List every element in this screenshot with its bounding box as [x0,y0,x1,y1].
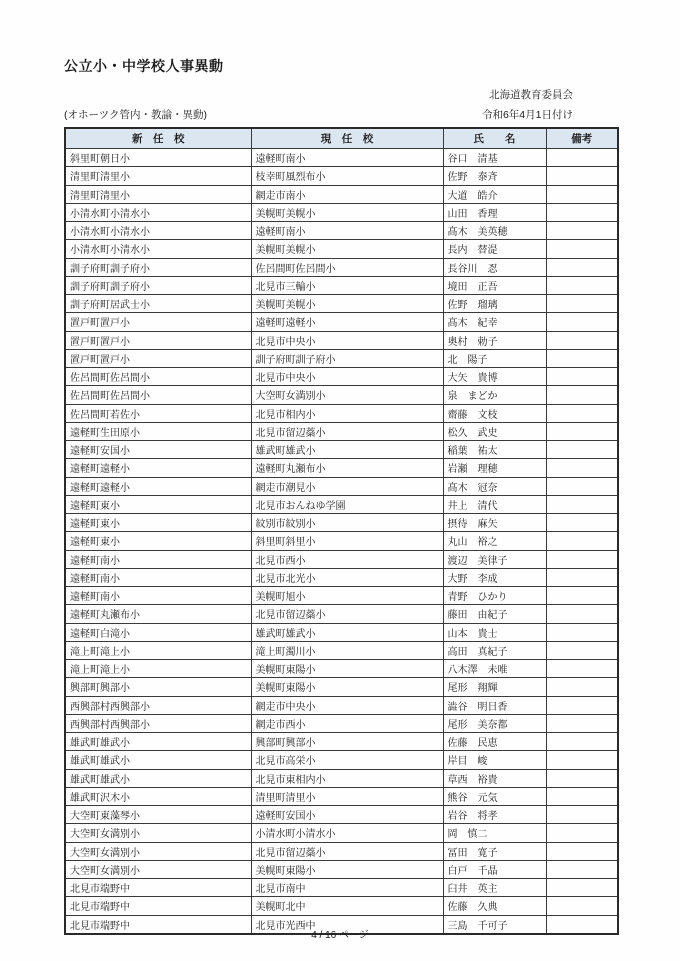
cell-name: 尾形 翔輝 [443,678,546,696]
cell-new-school: 雄武町雄武小 [65,751,251,769]
cell-current-school: 美幌町旭小 [251,587,443,605]
cell-new-school: 遠軽町東小 [65,514,251,532]
cell-name: 長谷川 忍 [443,258,546,276]
table-row [65,842,618,860]
cell-new-school: 訓子府町訓子府小 [65,258,251,276]
cell-new-school: 雄武町雄武小 [65,769,251,787]
cell-name: 大野 李成 [443,568,546,586]
cell-new-school: 遠軽町白滝小 [65,623,251,641]
cell-name: 佐野 瑠璃 [443,295,546,313]
cell-new-school: 遠軽町遠軽小 [65,459,251,477]
cell-remarks [546,641,618,659]
cell-current-school: 北見市三輪小 [251,276,443,294]
table-row [65,897,618,915]
table-row [65,879,618,897]
document-header [64,56,617,122]
cell-remarks [546,787,618,805]
header-cell-remarks: 備考 [546,128,618,149]
cell-remarks [546,203,618,221]
cell-remarks [546,714,618,732]
cell-current-school: 北見市東相内小 [251,769,443,787]
cell-new-school: 遠軽町南小 [65,550,251,568]
cell-remarks [546,824,618,842]
cell-name: 冨田 寛子 [443,842,546,860]
cell-name: 山本 貴士 [443,623,546,641]
cell-current-school: 佐呂間町佐呂間小 [251,258,443,276]
cell-remarks [546,897,618,915]
cell-name: 髙木 紀幸 [443,313,546,331]
table-row [65,733,618,751]
cell-current-school: 北見市留辺蘂小 [251,605,443,623]
cell-new-school: 興部町興部小 [65,678,251,696]
cell-current-school: 大空町女満別小 [251,386,443,404]
cell-name: 大矢 貴博 [443,368,546,386]
cell-current-school: 美幌町美幌小 [251,203,443,221]
cell-remarks [546,167,618,185]
personnel-table [64,127,619,935]
cell-current-school: 北見市南中 [251,879,443,897]
cell-new-school: 滝上町滝上小 [65,660,251,678]
cell-name: 八木澤 未唯 [443,660,546,678]
cell-name: 長内 替湜 [443,240,546,258]
cell-current-school: 美幌町東陽小 [251,660,443,678]
cell-name: 岩瀬 理穂 [443,459,546,477]
cell-new-school: 大空町女満別小 [65,824,251,842]
table-row [65,495,618,513]
table-row [65,568,618,586]
cell-new-school: 北見市端野中 [65,915,251,934]
cell-current-school: 遠軽町南小 [251,149,443,167]
cell-new-school: 置戸町置戸小 [65,313,251,331]
cell-new-school: 大空町東藻琴小 [65,806,251,824]
table-row [65,550,618,568]
cell-name: 髙木 美英穂 [443,222,546,240]
cell-remarks [546,514,618,532]
cell-current-school: 枝幸町風烈布小 [251,167,443,185]
cell-name: 髙木 冠奈 [443,477,546,495]
cell-remarks [546,842,618,860]
table-row [65,605,618,623]
cell-remarks [546,623,618,641]
cell-remarks [546,587,618,605]
cell-remarks [546,879,618,897]
table-row [65,222,618,240]
cell-new-school: 西興部村西興部小 [65,696,251,714]
cell-new-school: 大空町女満別小 [65,842,251,860]
cell-new-school: 遠軽町生田原小 [65,422,251,440]
cell-name: 岩谷 将孝 [443,806,546,824]
cell-remarks [546,149,618,167]
page-footer: 4 / 16 ページ [311,930,369,941]
cell-new-school: 大空町女満別小 [65,860,251,878]
cell-remarks [546,751,618,769]
cell-new-school: 清里町清里小 [65,185,251,203]
cell-new-school: 小清水町小清水小 [65,222,251,240]
cell-remarks [546,769,618,787]
cell-new-school: 遠軽町南小 [65,568,251,586]
header-cell-name: 氏 名 [443,128,546,149]
cell-current-school: 網走市南小 [251,185,443,203]
cell-name: 境田 正吾 [443,276,546,294]
cell-current-school: 網走市潮見小 [251,477,443,495]
cell-remarks [546,386,618,404]
cell-current-school: 北見市中央小 [251,368,443,386]
cell-remarks [546,477,618,495]
cell-name: 岡 慎二 [443,824,546,842]
header-cell-current-school: 現 任 校 [251,128,443,149]
cell-name: 藤田 由紀子 [443,605,546,623]
cell-new-school: 置戸町置戸小 [65,349,251,367]
cell-name: 山田 香理 [443,203,546,221]
table-row [65,441,618,459]
cell-current-school: 興部町興部小 [251,733,443,751]
cell-current-school: 美幌町美幌小 [251,240,443,258]
table-row [65,295,618,313]
cell-current-school: 北見市中央小 [251,331,443,349]
table-row [65,660,618,678]
cell-name: 三島 千可子 [443,915,546,934]
cell-name: 奥村 勅子 [443,331,546,349]
table-row [65,641,618,659]
cell-name: 熊谷 元気 [443,787,546,805]
table-row [65,422,618,440]
cell-name: 泉 まどか [443,386,546,404]
cell-new-school: 西興部村西興部小 [65,714,251,732]
table-row [65,386,618,404]
cell-remarks [546,660,618,678]
cell-remarks [546,258,618,276]
cell-current-school: 訓子府町訓子府小 [251,349,443,367]
cell-name: 高田 真紀子 [443,641,546,659]
table-row [65,678,618,696]
cell-new-school: 小清水町小清水小 [65,240,251,258]
cell-current-school: 小清水町小清水小 [251,824,443,842]
cell-current-school: 美幌町東陽小 [251,678,443,696]
cell-current-school: 美幌町美幌小 [251,295,443,313]
cell-remarks [546,349,618,367]
table-row [65,313,618,331]
cell-new-school: 佐呂間町佐呂間小 [65,386,251,404]
table-row [65,532,618,550]
organization-name: 北海道教育委員会 [489,89,573,101]
table-row [65,587,618,605]
table-row [65,769,618,787]
table-row [65,514,618,532]
effective-date-label: 令和6年4月1日付け [481,109,573,121]
subtitle-row [64,107,617,122]
cell-current-school: 北見市西小 [251,550,443,568]
cell-remarks [546,860,618,878]
cell-new-school: 北見市端野中 [65,897,251,915]
table-row [65,240,618,258]
page-title: 公立小・中学校人事異動 [64,58,224,74]
cell-current-school: 網走市西小 [251,714,443,732]
cell-current-school: 滝上町濁川小 [251,641,443,659]
cell-name: 渡辺 美律子 [443,550,546,568]
cell-name: 井上 清代 [443,495,546,513]
cell-current-school: 雄武町雄武小 [251,441,443,459]
cell-name: 大道 皓介 [443,185,546,203]
cell-current-school: 北見市北光小 [251,568,443,586]
table-row [65,696,618,714]
cell-new-school: 佐呂間町若佐小 [65,404,251,422]
cell-name: 摂待 麻矢 [443,514,546,532]
cell-remarks [546,331,618,349]
cell-new-school: 小清水町小清水小 [65,203,251,221]
table-row [65,787,618,805]
table-row [65,714,618,732]
cell-name: 佐野 泰斉 [443,167,546,185]
cell-new-school: 斜里町朝日小 [65,149,251,167]
table-row [65,459,618,477]
cell-remarks [546,441,618,459]
cell-current-school: 網走市中央小 [251,696,443,714]
table-row [65,623,618,641]
cell-current-school: 斜里町斜里小 [251,532,443,550]
cell-remarks [546,550,618,568]
cell-current-school: 美幌町北中 [251,897,443,915]
cell-remarks [546,240,618,258]
table-row [65,860,618,878]
table-row [65,258,618,276]
table-row [65,404,618,422]
cell-remarks [546,222,618,240]
cell-new-school: 遠軽町東小 [65,532,251,550]
cell-new-school: 北見市端野中 [65,879,251,897]
cell-new-school: 遠軽町丸瀬布小 [65,605,251,623]
cell-new-school: 遠軽町遠軽小 [65,477,251,495]
cell-name: 佐藤 久典 [443,897,546,915]
cell-new-school: 清里町清里小 [65,167,251,185]
table-row [65,751,618,769]
cell-current-school: 遠軽町遠軽小 [251,313,443,331]
cell-name: 北 陽子 [443,349,546,367]
cell-remarks [546,806,618,824]
table-row [65,824,618,842]
cell-current-school: 雄武町雄武小 [251,623,443,641]
cell-new-school: 雄武町沢木小 [65,787,251,805]
cell-remarks [546,295,618,313]
cell-name: 齋藤 文枝 [443,404,546,422]
cell-current-school: 遠軽町丸瀬布小 [251,459,443,477]
cell-new-school: 滝上町滝上小 [65,641,251,659]
cell-current-school: 遠軽町安国小 [251,806,443,824]
cell-remarks [546,568,618,586]
table-row [65,477,618,495]
table-row [65,203,618,221]
cell-current-school: 紋別市紋別小 [251,514,443,532]
table-row [65,368,618,386]
table-body [65,149,618,934]
cell-name: 谷口 清基 [443,149,546,167]
cell-name: 草西 裕貴 [443,769,546,787]
cell-new-school: 遠軽町東小 [65,495,251,513]
cell-name: 佐藤 民恵 [443,733,546,751]
table-row [65,331,618,349]
cell-name: 白戸 千晶 [443,860,546,878]
table-row [65,149,618,167]
cell-remarks [546,733,618,751]
cell-name: 岸目 峻 [443,751,546,769]
cell-current-school: 美幌町東陽小 [251,860,443,878]
table-row [65,276,618,294]
cell-remarks [546,404,618,422]
table-row [65,185,618,203]
cell-remarks [546,185,618,203]
cell-new-school: 訓子府町居武士小 [65,295,251,313]
cell-remarks [546,696,618,714]
cell-remarks [546,276,618,294]
cell-current-school: 北見市光西中 [251,915,443,934]
cell-remarks [546,313,618,331]
cell-name: 丸山 裕之 [443,532,546,550]
cell-new-school: 佐呂間町佐呂間小 [65,368,251,386]
cell-remarks [546,459,618,477]
cell-new-school: 雄武町雄武小 [65,733,251,751]
cell-current-school: 北見市高栄小 [251,751,443,769]
cell-remarks [546,678,618,696]
document-subtitle: (オホーツク管内・教諭・異動) [64,109,207,121]
table-row [65,167,618,185]
cell-remarks [546,532,618,550]
cell-remarks [546,422,618,440]
cell-name: 稲葉 祐太 [443,441,546,459]
cell-new-school: 訓子府町訓子府小 [65,276,251,294]
table-row [65,806,618,824]
cell-current-school: 北見市留辺蘂小 [251,422,443,440]
cell-current-school: 北見市おんねゆ学園 [251,495,443,513]
cell-name: 青野 ひかり [443,587,546,605]
cell-name: 尾形 美奈都 [443,714,546,732]
cell-remarks [546,368,618,386]
cell-new-school: 遠軽町安国小 [65,441,251,459]
cell-name: 松久 武史 [443,422,546,440]
table-row [65,349,618,367]
header-cell-new-school: 新 任 校 [65,128,251,149]
cell-new-school: 置戸町置戸小 [65,331,251,349]
cell-current-school: 北見市留辺蘂小 [251,842,443,860]
cell-remarks [546,605,618,623]
cell-current-school: 清里町清里小 [251,787,443,805]
table-header-row [65,128,618,149]
cell-current-school: 遠軽町南小 [251,222,443,240]
cell-name: 臼井 英主 [443,879,546,897]
cell-current-school: 北見市相内小 [251,404,443,422]
cell-remarks [546,495,618,513]
cell-new-school: 遠軽町南小 [65,587,251,605]
cell-name: 澁谷 明日香 [443,696,546,714]
